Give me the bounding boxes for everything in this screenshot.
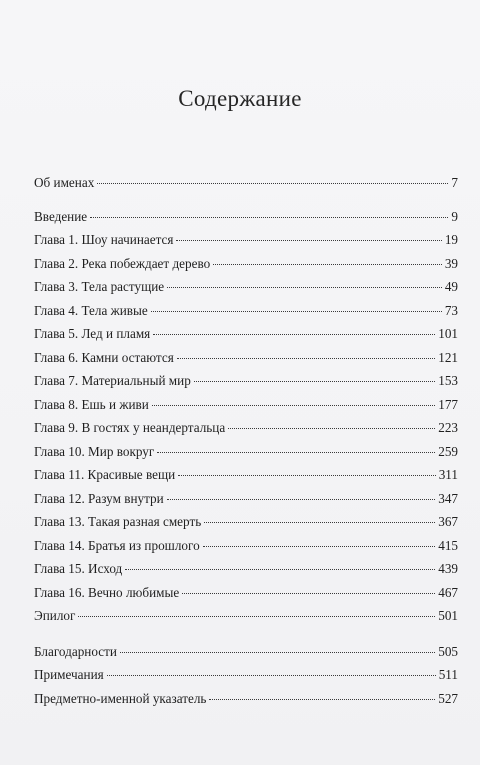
dot-leader (213, 264, 442, 265)
dot-leader (151, 311, 442, 312)
toc-entry-page: 415 (438, 537, 458, 553)
toc-entry-page: 467 (438, 584, 458, 600)
page-title: Содержание (178, 86, 302, 111)
dot-leader (204, 522, 435, 523)
toc-entry-chapter-1 (34, 228, 458, 252)
toc-entry-label: Глава 13. Такая разная смерть (34, 514, 202, 529)
toc-entry-label: Глава 8. Ешь и живи (34, 396, 149, 412)
toc-entry-label: Глава 2. Река побеждает дерево (34, 255, 211, 271)
dot-leader (177, 358, 435, 359)
toc-entry-page: 527 (438, 690, 458, 706)
toc-entry-page: 505 (438, 643, 458, 659)
dot-leader (167, 287, 442, 288)
toc-entry-label: Глава 9. В гостях у неандертальца (34, 420, 226, 435)
toc-entry-label: Введение (34, 208, 88, 224)
dot-leader (203, 546, 436, 547)
toc-entry-page: 511 (438, 667, 458, 682)
toc-entry-introduction (34, 205, 458, 229)
dot-leader (120, 652, 435, 653)
toc-entry-about-names (34, 171, 458, 195)
dot-leader (182, 593, 435, 594)
dot-leader (97, 183, 448, 184)
toc-entry-page: 7 (451, 175, 458, 190)
toc-entry-page: 311 (438, 467, 458, 482)
toc-entry-chapter-16 (34, 581, 458, 605)
dot-leader (78, 616, 435, 617)
toc-entry-label: Глава 14. Братья из прошлого (34, 537, 200, 553)
toc-entry-label: Эпилог (34, 608, 76, 623)
toc-entry-notes (34, 663, 458, 687)
toc-entry-label: Глава 11. Красивые вещи (34, 467, 176, 482)
toc-entry-label: Об именах (34, 175, 95, 190)
toc-entry-page: 49 (444, 279, 458, 294)
dot-leader (125, 569, 435, 570)
toc-entry-label: Благодарности (34, 643, 117, 659)
dot-leader (228, 428, 435, 429)
toc-entry-chapter-14 (34, 534, 458, 558)
toc-entry-chapter-9 (34, 416, 458, 440)
toc-entry-label: Предметно-именной указатель (34, 690, 207, 706)
toc-entry-page: 501 (438, 608, 458, 623)
toc-entry-index (34, 687, 458, 711)
toc-entry-page: 101 (438, 326, 458, 341)
toc-entry-page: 439 (438, 561, 458, 576)
toc-entry-page: 223 (438, 420, 458, 435)
toc-entry-page: 177 (438, 396, 458, 412)
toc-entry-page: 367 (438, 514, 458, 529)
dot-leader (153, 334, 435, 335)
dot-leader (90, 217, 448, 218)
dot-leader (194, 381, 435, 382)
toc-entry-label: Глава 4. Тела живые (34, 302, 148, 318)
table-of-contents (34, 171, 458, 710)
dot-leader (157, 452, 435, 453)
toc-entry-label: Глава 7. Материальный мир (34, 373, 191, 388)
toc-entry-page: 121 (438, 349, 458, 365)
toc-entry-chapter-12 (34, 487, 458, 511)
dot-leader (107, 675, 436, 676)
dot-leader (167, 499, 436, 500)
toc-entry-page: 347 (438, 490, 458, 506)
dot-leader (178, 475, 436, 476)
toc-entry-page: 153 (438, 373, 458, 388)
toc-entry-page: 39 (444, 255, 458, 271)
toc-entry-chapter-2 (34, 252, 458, 276)
toc-entry-chapter-5 (34, 322, 458, 346)
toc-entry-page: 9 (451, 208, 458, 224)
toc-entry-epilogue (34, 604, 458, 628)
toc-entry-chapter-8 (34, 393, 458, 417)
toc-entry-chapter-7 (34, 369, 458, 393)
toc-entry-page: 19 (444, 232, 458, 247)
toc-entry-chapter-11 (34, 463, 458, 487)
toc-entry-label: Глава 15. Исход (34, 561, 123, 576)
toc-entry-acknowledgements (34, 640, 458, 664)
dot-leader (152, 405, 435, 406)
dot-leader (209, 699, 435, 700)
toc-entry-page: 73 (444, 302, 458, 318)
toc-entry-label: Примечания (34, 667, 104, 682)
toc-entry-page: 259 (438, 443, 458, 459)
toc-entry-label: Глава 12. Разум внутри (34, 490, 164, 506)
toc-entry-chapter-13 (34, 510, 458, 534)
toc-entry-label: Глава 6. Камни остаются (34, 349, 174, 365)
toc-entry-chapter-6 (34, 346, 458, 370)
dot-leader (176, 240, 441, 241)
toc-entry-label: Глава 16. Вечно любимые (34, 584, 180, 600)
toc-entry-label: Глава 10. Мир вокруг (34, 443, 155, 459)
toc-entry-label: Глава 3. Тела растущие (34, 279, 165, 294)
toc-entry-label: Глава 5. Лед и пламя (34, 326, 151, 341)
toc-entry-label: Глава 1. Шоу начинается (34, 232, 174, 247)
toc-entry-chapter-4 (34, 299, 458, 323)
toc-entry-chapter-10 (34, 440, 458, 464)
toc-entry-chapter-3 (34, 275, 458, 299)
toc-entry-chapter-15 (34, 557, 458, 581)
